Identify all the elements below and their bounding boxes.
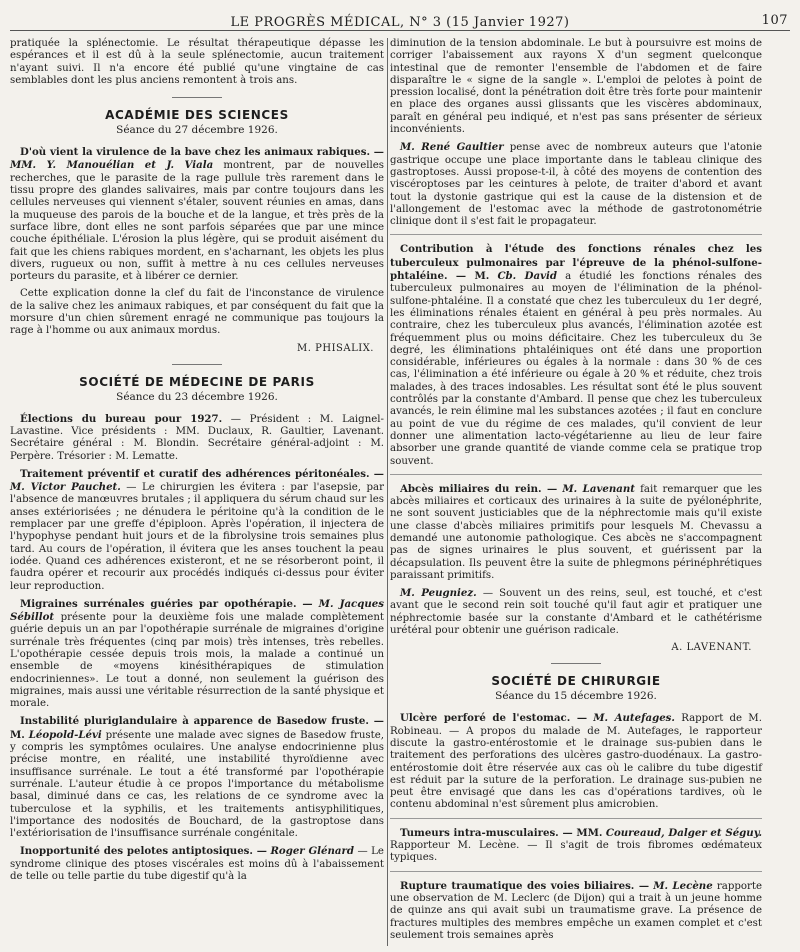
peugniez-paragraph bbox=[390, 587, 762, 637]
migraines-heading: Migraines surrénales guéries par opothérapie. bbox=[20, 597, 297, 610]
section-rule bbox=[172, 364, 222, 365]
tumeurs-heading: Tumeurs intra-musculaires. — MM. bbox=[400, 826, 603, 839]
signature-phisalix: M. PHISALIX. bbox=[297, 342, 374, 354]
elections-paragraph bbox=[10, 413, 384, 463]
inopportunite-author: Roger Glénard bbox=[270, 845, 355, 858]
elections-body: — Président : M. Laignel-Lavastine. Vice présidents : MM. Duclaux, R. Gaultier, Lavenant. Secrétaire général : M. Blondin. Secrétaire général-adjoint : M. Perpère. Trésorier : M. Lematte. bbox=[10, 413, 384, 462]
abces-author: M. Lavenant bbox=[562, 482, 635, 495]
contribution-paragraph bbox=[390, 243, 762, 467]
instabilite-body: présente une malade avec signes de Basedow fruste, y compris les symptômes oculaires. Une analyse endocrinienne plus précise montre, en réalité, une instabilité thyroïdienne avec insuffisance surrénale. Le tout a été transformé par l'opothérapie surrénale. L'auteur étudie à ce propos l'importance du métabolisme basal, diminué dans ce cas, les relations de ce syndrome avec la tuberculose et la syphilis, et les traitements antisyphilitiques, l'importance des nodosités de Bouchard, de la gastroptose dans l'extériorisation de l'insuffisance surrénale congénitale. bbox=[10, 729, 384, 840]
rabies-heading: D'où vient la virulence de la bave chez les animaux rabiques. — bbox=[20, 146, 384, 159]
migraines-author: — M. Jacques Sébillot bbox=[10, 597, 385, 624]
section-date-chirurgie: Séance du 15 décembre 1926. bbox=[495, 690, 657, 703]
elections-heading: Élections du bureau pour 1927. bbox=[20, 412, 223, 425]
instabilite-paragraph bbox=[10, 715, 384, 840]
section-rule bbox=[172, 97, 222, 98]
signature-lavenant: A. LAVENANT. bbox=[671, 642, 752, 654]
traitement-body: — Le chirurgien les évitera : par l'asepsie, par l'absence de manœuvres brutales ; il appliquera du sérum chaud sur les anses extériorisées ; ne dénudera le péritoine qu'à la condition de le remplacer par une greffe d'épiploon. Après l'opération, il injectera de l'hypophyse pendant huit jours et de la fibrolysine trois semaines plus tard. Au cours de l'opération, il évitera que les anses touchent la peau iodée. Quand ces adhérences existeront, et ne se résorberont point, il faudra opérer et recourir aux procédés indiqués ci-dessus pour éviter leur reproduction. bbox=[10, 482, 384, 592]
ulcere-paragraph bbox=[390, 712, 762, 811]
section-title-medecine: SOCIÉTÉ DE MÉDECINE DE PARIS bbox=[79, 374, 315, 389]
section-date-medecine: Séance du 23 décembre 1926. bbox=[116, 390, 278, 403]
rupture-paragraph bbox=[390, 880, 762, 942]
right-column bbox=[390, 38, 762, 947]
rupture-body: rapporte une observation de M. Leclerc (de Dijon) qui a trait à un jeune homme de quinze ans qui avait subi un traumatisme grave. La présence de fractures multiples des membres empêche un examen complet et c'est seulement trois semaines après bbox=[390, 880, 762, 941]
migraines-body: présente pour la deuxième fois une malade complètement guérie depuis un an par l'opothérapie surrénale de migraines d'origine surrénale très fréquentes (cinq par mois) très intenses, très rebelles. L'opothérapie cessée depuis trois mois, la malade a continué un ensemble de «moyens kinésithérapiques de stimulation endocriniennes». Le tout a donné, non seulement la guérison des migraines, mais aussi une véritable résurrection de la santé physique et morale. bbox=[10, 612, 384, 710]
gaultier-paragraph bbox=[390, 141, 762, 228]
rabies-authors: MM. Y. Manouélian et J. Viala bbox=[10, 159, 214, 172]
peugniez-author: M. Peugniez. bbox=[400, 587, 477, 600]
inopportunite-paragraph bbox=[10, 845, 384, 883]
peugniez-body: — Souvent un des reins, seul, est touché, et c'est avant que le second rein soit touché qu'il faut agir et pratiquer une néphrectomie basée sur la constante d'Ambard et le cathétérisme urétéral pour obtenir une guérison radicale. bbox=[390, 588, 762, 637]
rabies-paragraph-2: Cette explication donne la clef du fait de l'inconstance de virulence de la salive chez les animaux rabiques, et par conséquent du fait que la morsure d'un chien sûrement enragé ne communique pas toujours la rage à l'homme ou aux animaux mordus. bbox=[10, 288, 384, 337]
page-number: 107 bbox=[761, 13, 788, 28]
item-rule bbox=[390, 871, 762, 872]
continued-paragraph: diminution de la tension abdominale. Le but à poursuivre est moins de corriger l'abaissement aux rayons X d'un segment quelconque intestinal que de remonter l'ensemble de l'abdomen et de faire disparaître le « signe de la sangle ». L'emploi de pelotes à point de pression localisé, dont la pénétration doit être très forte pour maintenir en place des organes aussi glissants que les viscères abdominaux, paraît en général peu indiqué, et n'est pas sans présenter de sérieux inconvénients. bbox=[390, 38, 762, 136]
tumeurs-paragraph bbox=[390, 827, 762, 865]
rabies-body: montrent, par de nouvelles recherches, que le parasite de la rage pullule très rarement dans le tissu propre des glandes salivaires, mais par contre toujours dans les cellules nerveuses qui viennent s'étaler, souvent réunies en amas, dans la muqueuse des parois de la bouche et de la langue, et très près de la surface libre, dont elles ne sont parfois séparées que par une mince couche épithéliale. L'érosion la plus légère, qui se produit aisément du fait que les chiens rabiques mordent, en s'acharnant, les objets les plus divers, rugueux ou non, suffit à mettre à nu ces cellules nerveuses porteurs du parasite, et à libérer ce dernier. bbox=[10, 160, 384, 283]
contribution-heading: Contribution à l'étude des fonctions rénales chez les tuberculeux pulmonaires par l'épreuve de la phénol-sulfone-phtaléine. — M. bbox=[390, 243, 762, 283]
ulcere-author: M. Autefages. bbox=[593, 712, 675, 725]
gaultier-body: pense avec de nombreux auteurs que l'atonie gastrique occupe une place importante dans le tableau clinique des gastroptoses. Aussi propose-t-il, à côté des moyens de contention des viscéroptoses par les ceintures à pelote, de traiter d'abord et avant tout la dystonie gastrique qui est la cause de la distension et de l'allongement de l'estomac avec la méthode de gastrotonométrie clinique dont il s'est fait le propagateur. bbox=[390, 142, 762, 228]
traitement-heading: Traitement préventif et curatif des adhérences péritonéales. — bbox=[20, 467, 384, 480]
migraines-paragraph bbox=[10, 598, 384, 711]
tumeurs-body: Rapporteur M. Lecène. — Il s'agit de trois fibromes œdémateux typiques. bbox=[390, 840, 762, 864]
running-head bbox=[10, 8, 790, 31]
instabilite-heading: Instabilité pluriglandulaire à apparence de Basedow fruste. — M. bbox=[10, 715, 384, 741]
columns bbox=[10, 38, 790, 946]
item-rule bbox=[390, 818, 762, 819]
gaultier-author: M. René Gaultier bbox=[400, 141, 504, 154]
ulcere-heading: Ulcère perforé de l'estomac. — bbox=[400, 712, 588, 725]
contribution-author: Cb. David bbox=[497, 270, 557, 283]
abces-heading: Abcès miliaires du rein. — bbox=[400, 482, 558, 495]
rupture-author: M. Lecène bbox=[653, 879, 713, 892]
section-title-chirurgie: SOCIÉTÉ DE CHIRURGIE bbox=[491, 674, 661, 689]
inopportunite-heading: Inopportunité des pelotes antiptosiques. — bbox=[20, 845, 267, 858]
rabies-paragraph bbox=[10, 146, 384, 283]
section-title-academie: ACADÉMIE DES SCIENCES bbox=[105, 108, 289, 123]
traitement-author: M. Victor Pauchet. bbox=[10, 481, 121, 494]
inopportunite-body: — Le syndrome clinique des ptoses viscérales est moins dû à l'abaissement de telle ou telle partie du tube digestif qu'à la bbox=[10, 846, 384, 883]
traitement-paragraph bbox=[10, 468, 384, 593]
rupture-heading: Rupture traumatique des voies biliaires. — bbox=[400, 879, 650, 892]
left-column bbox=[10, 38, 384, 888]
journal-title: LE PROGRÈS MÉDICAL, N° 3 (15 Janvier 1927) bbox=[230, 15, 570, 30]
abces-paragraph bbox=[390, 483, 762, 582]
ulcere-body: Rapport de M. Robineau. — A propos du malade de M. Autefages, le rapporteur discute la gastro-entérostomie et le drainage sus-pubien dans le traitement des perforations des ulcères gastro-duodénaux. La gastro-entérostomie doit être réservée aux cas où le calibre du tube digestif est réduit par la suture de la perforation. Le drainage sus-pubien ne peut être envisagé que dans les cas d'opérations tardives, où le contenu abdominal n'est sûrement plus amicrobien. bbox=[390, 713, 762, 811]
section-date-academie: Séance du 27 décembre 1926. bbox=[116, 124, 278, 137]
instabilite-author: Léopold-Lévi bbox=[28, 728, 102, 741]
abces-body: fait remarquer que les abcès miliaires et corticaux des urinaires à la suite de pyélonéphrite, ne sont souvent justiciables que de la néphrectomie mais qu'il existe une classe d'abcès miliaires primitifs pour lesquels M. Chevassu a demandé une autonomie pathologique. Ces abcès ne s'accompagnent pas de signes urinaires le plus souvent, et guérissent par la décapsulation. Ils peuvent être la suite de phlegmons périnéphrétiques paraissant primitifs. bbox=[390, 483, 762, 581]
column-divider bbox=[387, 38, 388, 946]
item-rule bbox=[390, 474, 762, 475]
tumeurs-authors: Coureaud, Dalger et Séguy. bbox=[605, 826, 762, 839]
contribution-body: a étudié les fonctions rénales des tuberculeux pulmonaires au moyen de l'élimination de la phénol-sulfone-phtaléine. Il a constaté que chez les tuberculeux du 1er degré, les éliminations rénales étaient en général à peu près normales. Au contraire, chez les tuberculeux plus avancés, l'élimination azotée est fréquemment plus ou moins déficitaire. Chez les tuberculeux du 3e degré, les éliminations phtaléiniques ont été dans une proportion considérable, inférieures ou égales à la normale : dans 30 % de ces cas, l'élimination a été inférieure ou égale à 20 % et réduite, chez trois malades, à des traces indosables. Les résultat sont été le plus souvent contrôlés par la constante d'Ambard. Il pense que chez les tuberculeux avancés, le rein élimine mal les substances azotées ; il faut en conclure au point de vue du régime de ces malades, qu'il convient de leur donner une alimentation lacto-végétarienne au lieu de leur faire absorber une grande quantité de viande comme cela se pratique trop souvent. bbox=[390, 271, 762, 467]
section-rule bbox=[551, 663, 601, 664]
intro-paragraph: pratiquée la splénectomie. Le résultat thérapeutique dépasse les espérances et il est dû à la seule splénectomie, aucun traitement n'ayant suivi. Il n'a encore été publié qu'une vingtaine de cas semblables dont les plus anciens remontent à trois ans. bbox=[10, 38, 384, 86]
item-rule bbox=[390, 234, 762, 235]
